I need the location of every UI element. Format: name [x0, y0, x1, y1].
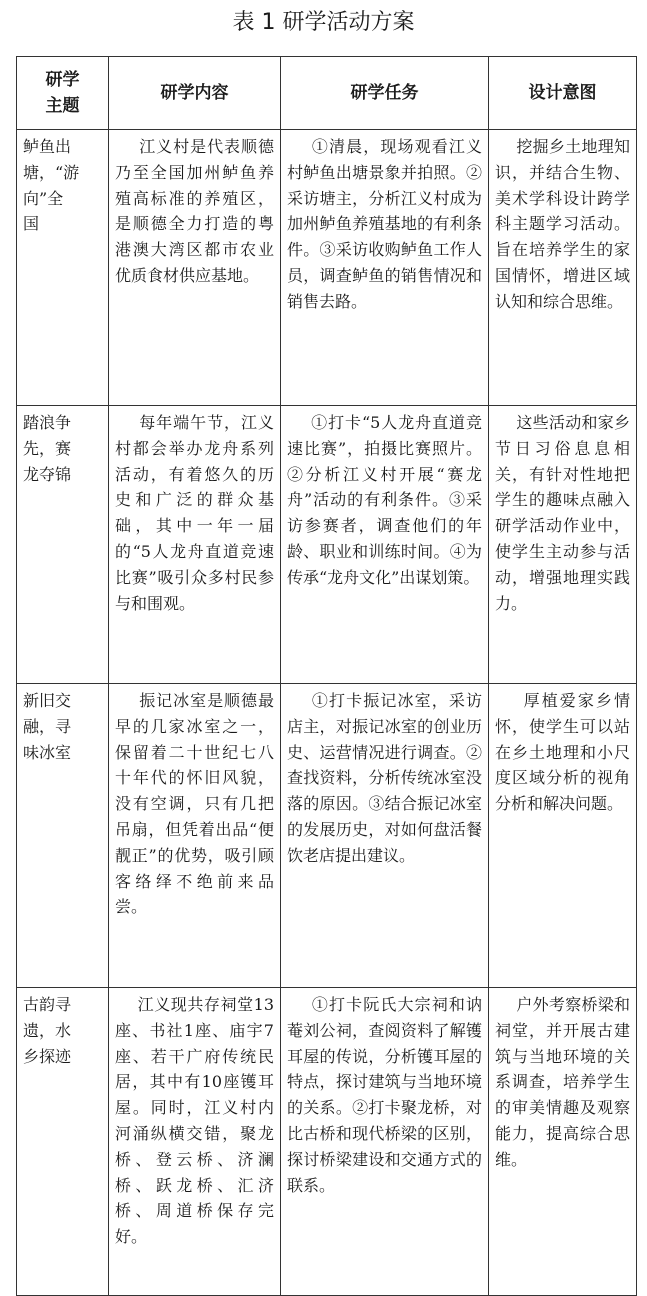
row-content-text: 江义村是代表顺德乃至全国加州鲈鱼养殖高标准的养殖区，是顺德全力打造的粤港澳大湾区都市农业优质食材供应基地。 — [115, 137, 274, 285]
row-content-text: 江义现共存祠堂13座、书社1座、庙宇7座、若干广府传统民居，其中有10座镬耳屋。同时，江义村内河涌纵横交错，聚龙桥、登云桥、济澜桥、跃龙桥、汇济桥、周道桥保存完好。 — [115, 995, 274, 1247]
table-header-row — [17, 57, 637, 130]
table-row — [17, 684, 637, 988]
row-task-text: ①打卡“5人龙舟直道竞速比赛”，拍摄比赛照片。②分析江义村开展“赛龙舟”活动的有利条件。③采访参赛者，调查他们的年龄、职业和训练时间。④为传承“龙舟文化”出谋划策。 — [287, 413, 482, 587]
row-content — [109, 406, 281, 684]
row-task-text: ①打卡振记冰室，采访店主，对振记冰室的创业历史、运营情况进行调查。②查找资料，分析传统冰室没落的原因。③结合振记冰室的发展历史，对如何盘活餐饮老店提出建议。 — [287, 691, 482, 865]
header-task — [281, 57, 489, 130]
table-row — [17, 988, 637, 1296]
row-intent — [489, 684, 637, 988]
row-theme — [17, 988, 109, 1296]
header-intent-label: 设计意图 — [528, 83, 597, 103]
row-theme-text: 新旧交 融，寻 味冰室 — [23, 691, 72, 762]
row-intent-text: 这些活动和家乡节日习俗息息相关，有针对性地把学生的趣味点融入研学活动作业中，使学生主动参与活动，增强地理实践力。 — [495, 413, 630, 613]
header-task-label: 研学任务 — [350, 83, 419, 103]
row-content-text: 振记冰室是顺德最早的几家冰室之一，保留着二十世纪七八十年代的怀旧风貌，没有空调，只有几把吊扇，但凭着出品“便靓正”的优势，吸引顾客络绎不绝前来品尝。 — [115, 691, 274, 917]
header-theme — [17, 57, 109, 130]
research-plan-table — [16, 56, 637, 1296]
row-intent — [489, 130, 637, 406]
row-task — [281, 130, 489, 406]
row-task — [281, 684, 489, 988]
row-task — [281, 988, 489, 1296]
row-task-text: ①打卡阮氏大宗祠和讷菴刘公祠，查阅资料了解镬耳屋的传说，分析镬耳屋的特点，探讨建筑与当地环境的关系。②打卡聚龙桥，对比古桥和现代桥梁的区别，探讨桥梁建设和交通方式的联系。 — [287, 995, 482, 1195]
row-intent — [489, 988, 637, 1296]
header-content-label: 研学内容 — [160, 83, 229, 103]
row-theme — [17, 684, 109, 988]
table-row — [17, 130, 637, 406]
row-task-text: ①清晨，现场观看江义村鲈鱼出塘景象并拍照。②采访塘主，分析江义村成为加州鲈鱼养殖基地的有利条件。③采访收购鲈鱼工作人员，调查鲈鱼的销售情况和销售去路。 — [287, 137, 482, 311]
row-intent-text: 挖掘乡土地理知识，并结合生物、美术学科设计跨学科主题学习活动。旨在培养学生的家国情怀，增进区域认知和综合思维。 — [495, 137, 630, 311]
row-theme — [17, 406, 109, 684]
row-intent-text: 户外考察桥梁和祠堂，并开展古建筑与当地环境的关系调查，培养学生的审美情趣及观察能力，提高综合思维。 — [495, 995, 630, 1169]
table-row — [17, 406, 637, 684]
row-theme — [17, 130, 109, 406]
row-theme-text: 古韵寻 遗，水 乡探迹 — [23, 995, 72, 1066]
row-intent — [489, 406, 637, 684]
row-content-text: 每年端午节，江义村都会举办龙舟系列活动，有着悠久的历史和广泛的群众基础，其中一年一届的“5人龙舟直道竞速比赛”吸引众多村民参与和围观。 — [115, 413, 274, 613]
row-intent-text: 厚植爱家乡情怀，使学生可以站在乡土地理和小尺度区域分析的视角分析和解决问题。 — [495, 691, 630, 814]
header-content — [109, 57, 281, 130]
row-content — [109, 988, 281, 1296]
header-intent — [489, 57, 637, 130]
row-content — [109, 130, 281, 406]
row-theme-text: 踏浪争 先，赛 龙夺锦 — [23, 413, 72, 484]
row-theme-text: 鲈鱼出 塘，“游 向”全 国 — [23, 137, 80, 234]
row-content — [109, 684, 281, 988]
table-title: 表 1 研学活动方案 — [232, 10, 415, 35]
header-theme-label: 研学 主题 — [45, 70, 80, 116]
row-task — [281, 406, 489, 684]
